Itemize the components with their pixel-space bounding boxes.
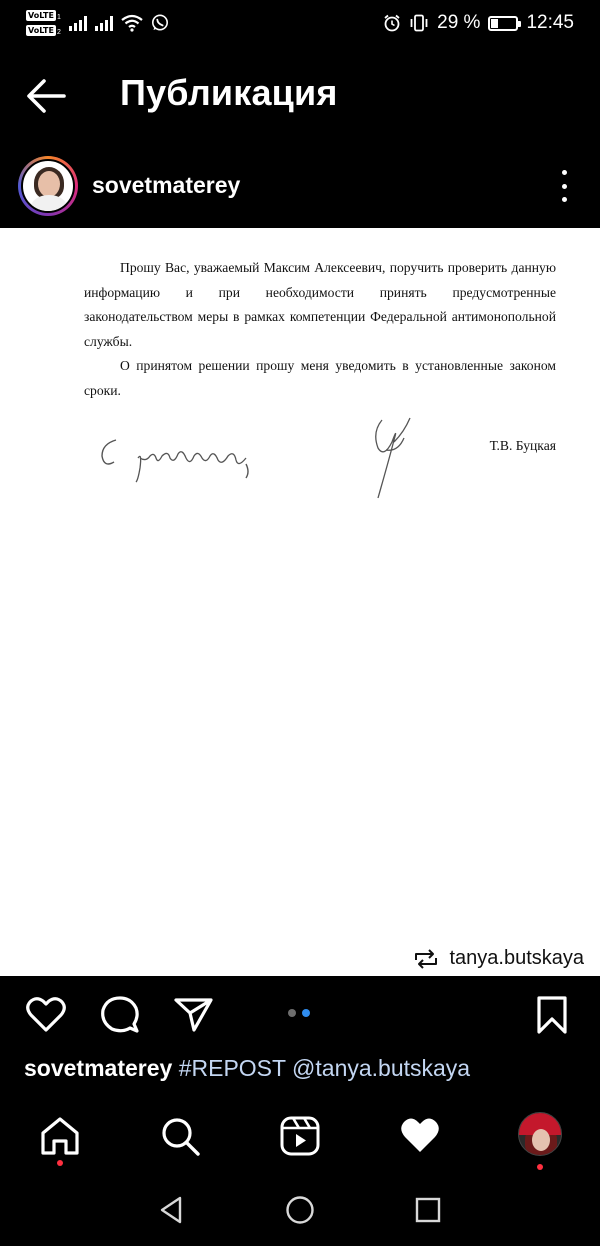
sim-indicators xyxy=(26,10,61,36)
profile-notification-dot xyxy=(537,1164,543,1170)
battery-fill xyxy=(491,19,498,28)
post-image[interactable] xyxy=(0,228,600,976)
status-bar xyxy=(0,0,600,48)
sim2-volte xyxy=(26,25,61,36)
caption-username[interactable]: sovetmaterey xyxy=(24,1055,173,1081)
square-recents-icon xyxy=(412,1194,444,1226)
whatsapp-icon xyxy=(151,14,169,32)
circle-home-icon xyxy=(284,1194,316,1226)
save-button[interactable] xyxy=(532,994,572,1036)
bottom-nav xyxy=(0,1098,600,1174)
more-vertical-icon xyxy=(562,170,567,202)
system-back-button[interactable] xyxy=(156,1194,188,1226)
page-title: Публикация xyxy=(120,72,338,113)
home-notification-dot xyxy=(57,1160,63,1166)
sim1-volte xyxy=(26,10,61,21)
like-button[interactable] xyxy=(24,994,68,1036)
status-left xyxy=(26,10,169,36)
system-navigation xyxy=(0,1174,600,1246)
carousel-dot xyxy=(302,1009,310,1017)
home-icon xyxy=(38,1114,82,1158)
carousel-dot xyxy=(288,1009,296,1017)
post-caption xyxy=(24,1055,470,1082)
heart-icon xyxy=(24,994,68,1036)
signature-block xyxy=(0,418,600,508)
post-avatar xyxy=(21,159,75,213)
system-home-button[interactable] xyxy=(284,1194,316,1226)
vibrate-icon xyxy=(409,14,429,32)
nav-profile-avatar[interactable] xyxy=(518,1112,562,1156)
sim-index: 2 xyxy=(56,29,61,36)
clock: 12:45 xyxy=(526,12,574,33)
volte-badge: VoLTE xyxy=(28,26,54,35)
signature-mark xyxy=(364,412,424,502)
post-header xyxy=(0,144,600,228)
more-options-button[interactable] xyxy=(552,166,576,206)
repost-username: tanya.butskaya xyxy=(449,947,584,969)
repost-icon xyxy=(413,948,439,970)
volte-badge: VoLTE xyxy=(28,11,54,20)
caption-tags[interactable]: #REPOST @tanya.butskaya xyxy=(178,1055,471,1081)
status-right xyxy=(383,12,574,34)
signal-1-icon xyxy=(69,15,87,31)
nav-search[interactable] xyxy=(158,1114,202,1158)
battery-percent: 29 % xyxy=(437,12,481,33)
nav-home[interactable] xyxy=(38,1114,82,1158)
letter-text xyxy=(84,256,556,403)
post-username[interactable]: sovetmaterey xyxy=(92,172,241,198)
letter-paragraph: Прошу Вас, уважаемый Максим Алексеевич, поручить проверить данную информацию и при необходимости принять предусмотренные законодательством меры в рамках компетенции Федеральной антимонопольной службы. xyxy=(84,260,556,349)
signer-name: Т.В. Буцкая xyxy=(489,438,556,453)
sim-index: 1 xyxy=(56,14,61,21)
bookmark-icon xyxy=(532,994,572,1036)
battery-icon: ⚡ xyxy=(488,16,518,31)
alarm-icon xyxy=(383,14,401,32)
arrow-left-icon xyxy=(22,74,70,118)
wifi-icon xyxy=(121,14,143,32)
story-ring[interactable] xyxy=(18,156,78,216)
post-actions xyxy=(0,976,600,1056)
repost-credit[interactable] xyxy=(413,947,584,970)
letter-paragraph: О принятом решении прошу меня уведомить в установленные законом сроки. xyxy=(84,358,556,398)
triangle-back-icon xyxy=(156,1194,188,1226)
comment-icon xyxy=(98,994,142,1036)
heart-filled-icon xyxy=(398,1114,442,1158)
system-recents-button[interactable] xyxy=(412,1194,444,1226)
search-icon xyxy=(158,1114,202,1158)
nav-reels[interactable] xyxy=(278,1114,322,1158)
reels-icon xyxy=(278,1114,322,1158)
handwritten-closing xyxy=(96,422,266,492)
app-header xyxy=(0,48,600,144)
nav-activity[interactable] xyxy=(398,1114,442,1158)
carousel-indicator xyxy=(288,1009,310,1017)
signal-2-icon xyxy=(95,15,113,31)
back-button[interactable] xyxy=(22,74,70,118)
send-icon xyxy=(172,994,216,1036)
comment-button[interactable] xyxy=(98,994,142,1036)
share-button[interactable] xyxy=(172,994,216,1036)
